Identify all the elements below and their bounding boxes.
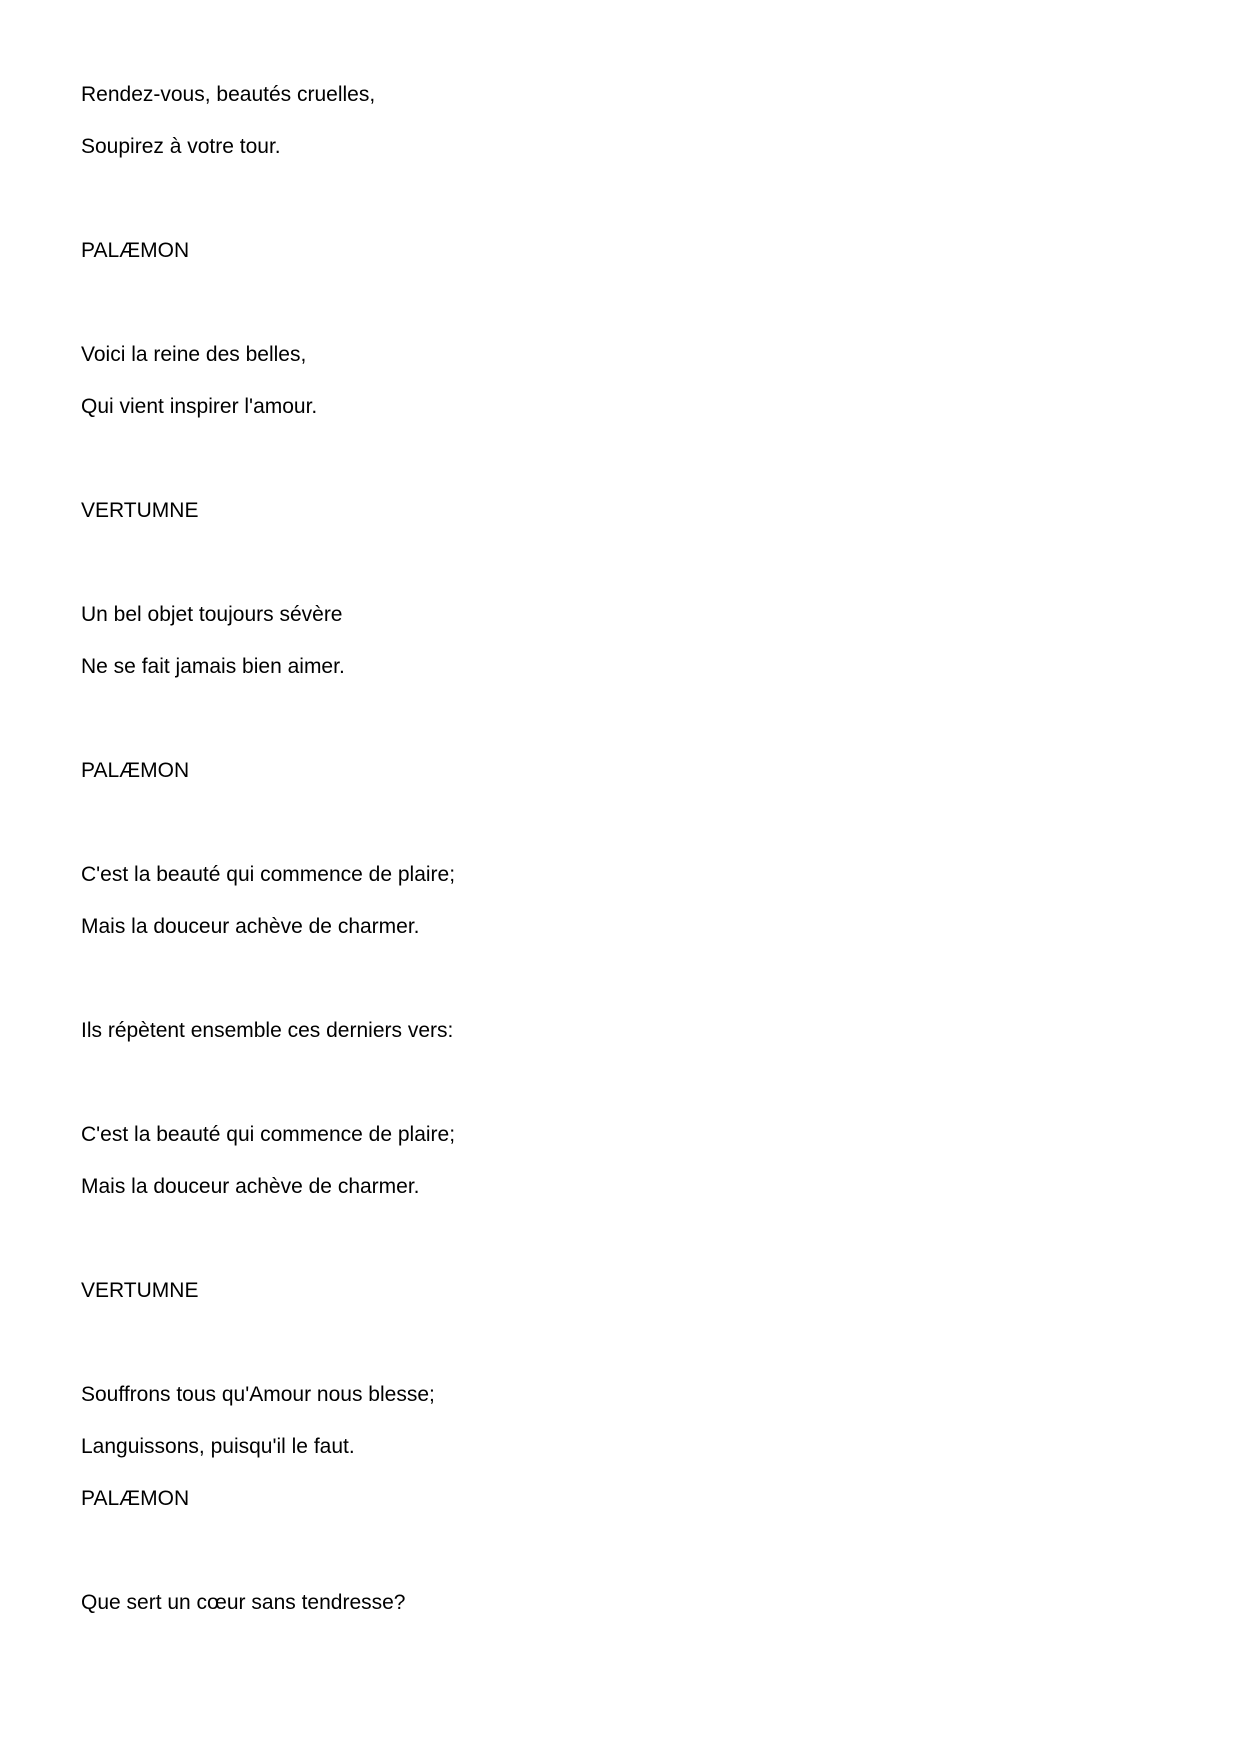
speaker-name: PALÆMON (81, 1487, 190, 1510)
verse-line: Voici la reine des belles, (81, 343, 307, 366)
verse-line: Mais la douceur achève de charmer. (81, 915, 420, 938)
speaker-name: VERTUMNE (81, 499, 199, 522)
speaker-name: VERTUMNE (81, 1279, 199, 1302)
stage-direction: Ils répètent ensemble ces derniers vers: (81, 1019, 454, 1042)
verse-line: C'est la beauté qui commence de plaire; (81, 863, 456, 886)
verse-line: Rendez-vous, beautés cruelles, (81, 83, 376, 106)
speaker-name: PALÆMON (81, 759, 190, 782)
verse-line: Languissons, puisqu'il le faut. (81, 1435, 355, 1458)
speaker-name: PALÆMON (81, 239, 190, 262)
verse-line: Souffrons tous qu'Amour nous blesse; (81, 1383, 435, 1406)
verse-line: Mais la douceur achève de charmer. (81, 1175, 420, 1198)
verse-line: C'est la beauté qui commence de plaire; (81, 1123, 456, 1146)
verse-line: Que sert un cœur sans tendresse? (81, 1591, 406, 1614)
verse-line: Qui vient inspirer l'amour. (81, 395, 318, 418)
verse-line: Soupirez à votre tour. (81, 135, 281, 158)
verse-line: Un bel objet toujours sévère (81, 603, 343, 626)
verse-line: Ne se fait jamais bien aimer. (81, 655, 345, 678)
